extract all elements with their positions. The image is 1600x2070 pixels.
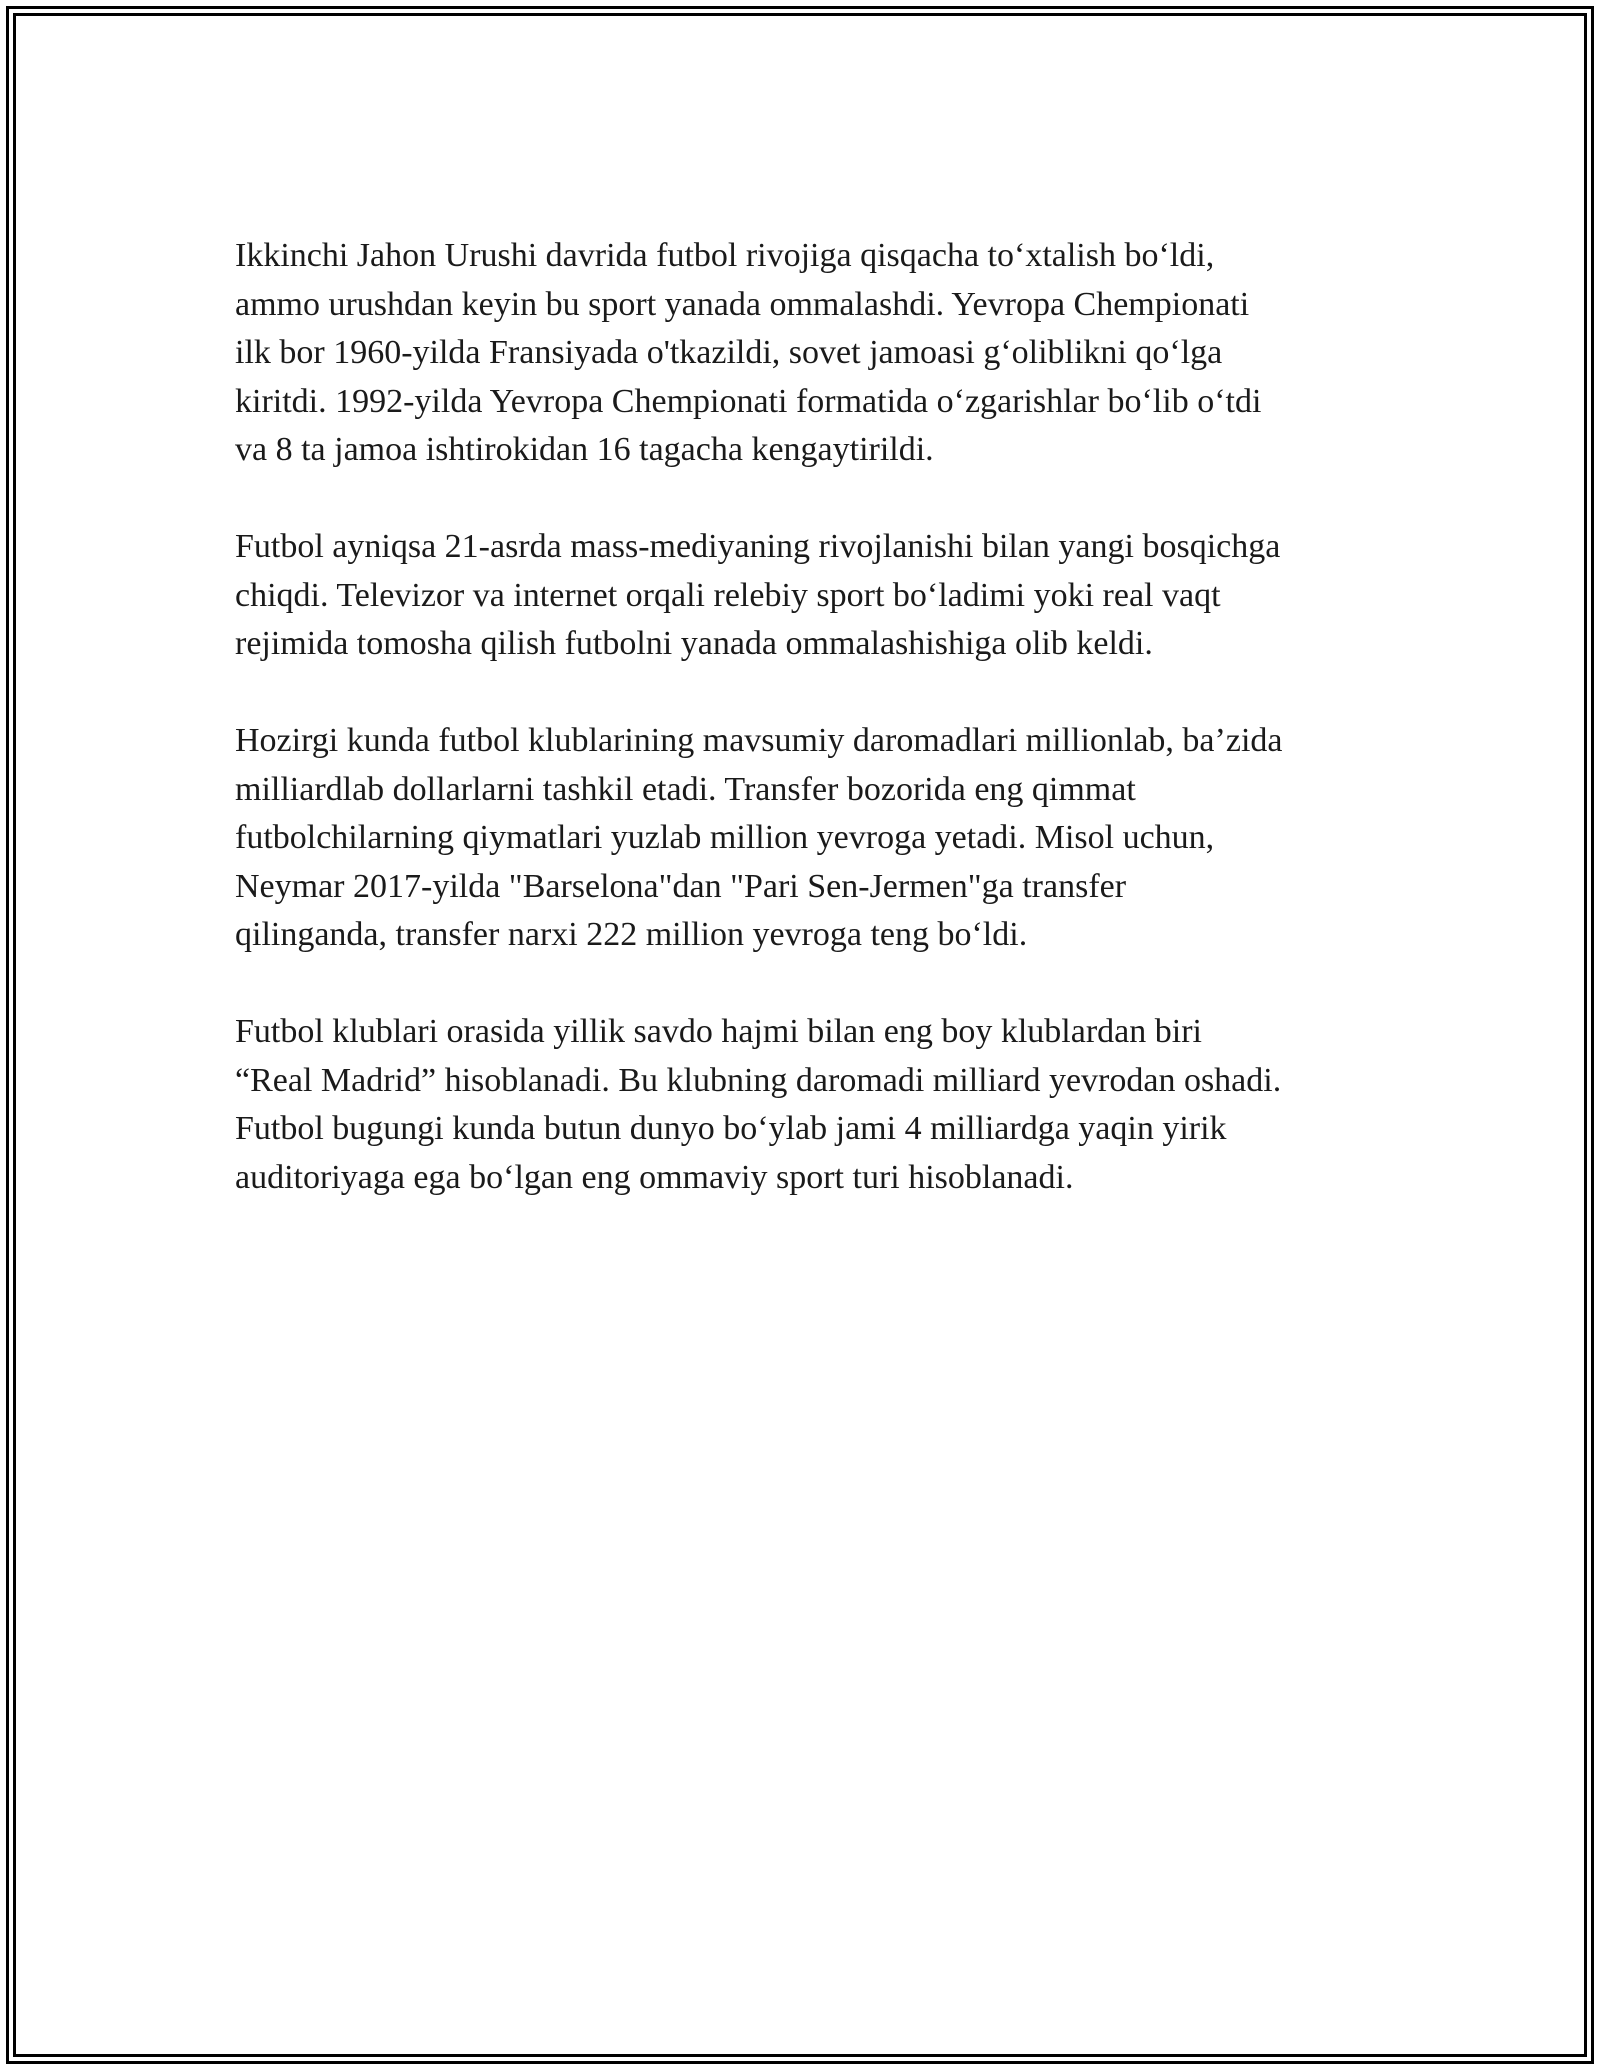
paragraph-club-revenue bbox=[235, 717, 1415, 960]
text-line: “Real Madrid” hisoblanadi. Bu klubning daromadi milliard yevrodan oshadi. bbox=[235, 1061, 1282, 1099]
text-line: rejimida tomosha qilish futbolni yanada ommalashishiga olib keldi. bbox=[235, 625, 1153, 662]
text-line: chiqdi. Televizor va internet orqali relebiy sport bo‘ladimi yoki real vaqt bbox=[235, 576, 1221, 614]
text-line: Futbol ayniqsa 21-asrda mass-mediyaning rivojlanishi bilan yangi bosqichga bbox=[235, 528, 1281, 565]
document-body bbox=[235, 232, 1415, 1251]
text-line: Futbol klublari orasida yillik savdo hajmi bilan eng boy klublardan biri bbox=[235, 1013, 1202, 1050]
text-line: qilinganda, transfer narxi 222 million yevroga teng bo‘ldi. bbox=[235, 916, 1028, 953]
text-line: Ikkinchi Jahon Urushi davrida futbol rivojiga qisqacha to‘xtalish bo‘ldi, bbox=[235, 237, 1215, 274]
paragraph-mass-media bbox=[235, 523, 1415, 669]
paragraph-real-madrid bbox=[235, 1008, 1415, 1202]
text-line: ammo urushdan keyin bu sport yanada ommalashdi. Yevropa Chempionati bbox=[235, 285, 1250, 323]
text-line: ilk bor 1960-yilda Fransiyada o'tkazildi, sovet jamoasi g‘oliblikni qo‘lga bbox=[235, 334, 1223, 371]
text-line: futbolchilarning qiymatlari yuzlab million yevroga yetadi. Misol uchun, bbox=[235, 819, 1215, 856]
text-line: va 8 ta jamoa ishtirokidan 16 tagacha kengaytirildi. bbox=[235, 431, 934, 468]
paragraph-world-war-euro bbox=[235, 232, 1415, 475]
text-line: Hozirgi kunda futbol klublarining mavsumiy daromadlari millionlab, ba’zida bbox=[235, 722, 1283, 759]
text-line: auditoriyaga ega bo‘lgan eng ommaviy sport turi hisoblanadi. bbox=[235, 1158, 1074, 1196]
text-line: milliardlab dollarlarni tashkil etadi. Transfer bozorida eng qimmat bbox=[235, 770, 1136, 808]
text-line: Neymar 2017-yilda "Barselona"dan "Pari Sen-Jermen"ga transfer bbox=[235, 867, 1127, 905]
text-line: kiritdi. 1992-yilda Yevropa Chempionati formatida o‘zgarishlar bo‘lib o‘tdi bbox=[235, 382, 1262, 420]
text-line: Futbol bugungi kunda butun dunyo bo‘ylab jami 4 milliardga yaqin yirik bbox=[235, 1110, 1227, 1147]
